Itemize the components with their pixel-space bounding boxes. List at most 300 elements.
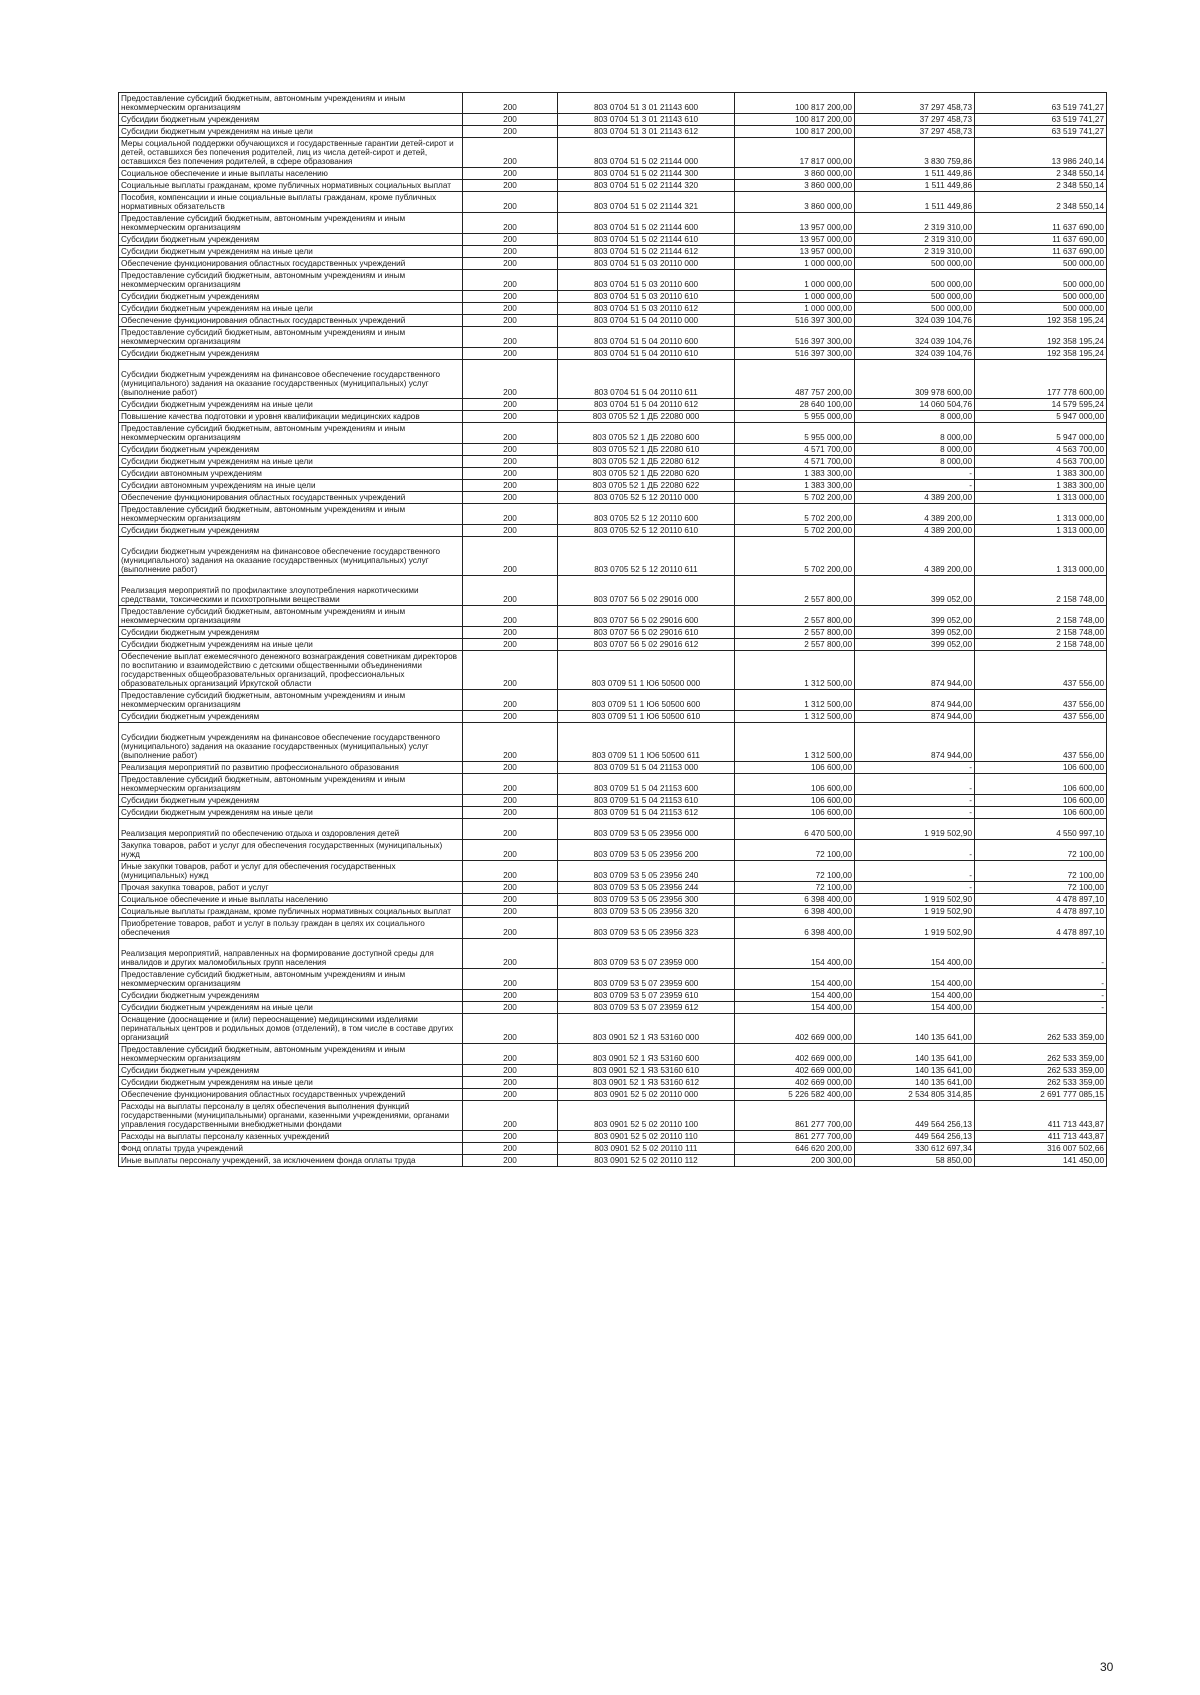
row-approved-amount: 154 400,00 xyxy=(735,969,855,990)
row-name: Субсидии бюджетным учреждениям на иные цели xyxy=(119,456,463,468)
row-budget-code: 803 0709 51 1 Ю6 50500 600 xyxy=(558,690,735,711)
table-row xyxy=(119,525,1107,537)
row-approved-amount: 5 955 000,00 xyxy=(735,411,855,423)
row-name: Предоставление субсидий бюджетным, автономным учреждениям и иным некоммерческим организациям xyxy=(119,774,463,795)
row-executed-amount: 324 039 104,76 xyxy=(855,348,975,360)
row-line-code: 200 xyxy=(463,504,558,525)
row-unexecuted-amount: 2 691 777 085,15 xyxy=(975,1089,1107,1101)
row-approved-amount: 402 669 000,00 xyxy=(735,1077,855,1089)
row-unexecuted-amount: 2 348 550,14 xyxy=(975,168,1107,180)
row-executed-amount: 324 039 104,76 xyxy=(855,327,975,348)
row-line-code: 200 xyxy=(463,906,558,918)
row-executed-amount: 8 000,00 xyxy=(855,444,975,456)
row-name: Субсидии бюджетным учреждениям на иные цели xyxy=(119,399,463,411)
table-row xyxy=(119,504,1107,525)
row-executed-amount: 330 612 697,34 xyxy=(855,1143,975,1155)
row-budget-code: 803 0901 52 1 Я3 53160 612 xyxy=(558,1077,735,1089)
row-approved-amount: 1 000 000,00 xyxy=(735,270,855,291)
row-line-code: 200 xyxy=(463,918,558,939)
row-executed-amount: 1 511 449,86 xyxy=(855,180,975,192)
row-name: Субсидии автономным учреждениям xyxy=(119,468,463,480)
budget-execution-table xyxy=(118,92,1106,1167)
row-unexecuted-amount: 500 000,00 xyxy=(975,303,1107,315)
row-approved-amount: 1 383 300,00 xyxy=(735,480,855,492)
row-name: Иные выплаты персоналу учреждений, за исключением фонда оплаты труда xyxy=(119,1155,463,1167)
row-line-code: 200 xyxy=(463,576,558,606)
row-unexecuted-amount: 177 778 600,00 xyxy=(975,360,1107,399)
row-line-code: 200 xyxy=(463,1155,558,1167)
row-budget-code: 803 0901 52 1 Я3 53160 000 xyxy=(558,1014,735,1044)
row-unexecuted-amount: 192 358 195,24 xyxy=(975,327,1107,348)
row-approved-amount: 13 957 000,00 xyxy=(735,213,855,234)
row-unexecuted-amount: 63 519 741,27 xyxy=(975,126,1107,138)
row-executed-amount: 37 297 458,73 xyxy=(855,114,975,126)
table-row xyxy=(119,291,1107,303)
row-budget-code: 803 0705 52 1 ДБ 22080 620 xyxy=(558,468,735,480)
row-approved-amount: 5 702 200,00 xyxy=(735,525,855,537)
row-line-code: 200 xyxy=(463,411,558,423)
table-row xyxy=(119,423,1107,444)
row-unexecuted-amount: 2 158 748,00 xyxy=(975,639,1107,651)
row-name: Приобретение товаров, работ и услуг в пользу граждан в целях их социального обеспечения xyxy=(119,918,463,939)
row-approved-amount: 3 860 000,00 xyxy=(735,192,855,213)
row-approved-amount: 487 757 200,00 xyxy=(735,360,855,399)
row-approved-amount: 28 640 100,00 xyxy=(735,399,855,411)
row-executed-amount: 140 135 641,00 xyxy=(855,1044,975,1065)
row-approved-amount: 200 300,00 xyxy=(735,1155,855,1167)
row-line-code: 200 xyxy=(463,1065,558,1077)
row-name: Субсидии бюджетным учреждениям xyxy=(119,114,463,126)
row-name: Субсидии бюджетным учреждениям на финансовое обеспечение государственного (муниципального) задания на оказание государственных (муниципальных) услуг (выполнение работ) xyxy=(119,537,463,576)
row-unexecuted-amount: 2 158 748,00 xyxy=(975,627,1107,639)
row-name: Субсидии бюджетным учреждениям xyxy=(119,711,463,723)
row-approved-amount: 516 397 300,00 xyxy=(735,315,855,327)
row-budget-code: 803 0705 52 1 ДБ 22080 610 xyxy=(558,444,735,456)
row-line-code: 200 xyxy=(463,1002,558,1014)
row-line-code: 200 xyxy=(463,258,558,270)
row-budget-code: 803 0704 51 5 04 20110 612 xyxy=(558,399,735,411)
row-executed-amount: 449 564 256,13 xyxy=(855,1101,975,1131)
row-executed-amount: 140 135 641,00 xyxy=(855,1014,975,1044)
row-approved-amount: 2 557 800,00 xyxy=(735,627,855,639)
row-name: Субсидии бюджетным учреждениям xyxy=(119,444,463,456)
row-budget-code: 803 0901 52 5 02 20110 112 xyxy=(558,1155,735,1167)
table-row xyxy=(119,795,1107,807)
row-executed-amount: 399 052,00 xyxy=(855,627,975,639)
row-executed-amount: - xyxy=(855,795,975,807)
row-approved-amount: 106 600,00 xyxy=(735,807,855,819)
row-line-code: 200 xyxy=(463,456,558,468)
table-row xyxy=(119,882,1107,894)
row-approved-amount: 5 702 200,00 xyxy=(735,537,855,576)
table-row xyxy=(119,840,1107,861)
table-row xyxy=(119,762,1107,774)
row-budget-code: 803 0901 52 5 02 20110 000 xyxy=(558,1089,735,1101)
row-name: Предоставление субсидий бюджетным, автономным учреждениям и иным некоммерческим организациям xyxy=(119,504,463,525)
row-approved-amount: 3 860 000,00 xyxy=(735,168,855,180)
row-line-code: 200 xyxy=(463,639,558,651)
row-executed-amount: 874 944,00 xyxy=(855,651,975,690)
row-approved-amount: 6 398 400,00 xyxy=(735,894,855,906)
row-approved-amount: 106 600,00 xyxy=(735,795,855,807)
row-executed-amount: 4 389 200,00 xyxy=(855,537,975,576)
row-name: Предоставление субсидий бюджетным, автономным учреждениям и иным некоммерческим организациям xyxy=(119,213,463,234)
row-approved-amount: 2 557 800,00 xyxy=(735,576,855,606)
row-unexecuted-amount: 63 519 741,27 xyxy=(975,114,1107,126)
table-row xyxy=(119,1143,1107,1155)
row-unexecuted-amount: 11 637 690,00 xyxy=(975,246,1107,258)
row-approved-amount: 861 277 700,00 xyxy=(735,1101,855,1131)
table-row xyxy=(119,537,1107,576)
row-unexecuted-amount: 141 450,00 xyxy=(975,1155,1107,1167)
row-approved-amount: 17 817 000,00 xyxy=(735,138,855,168)
row-budget-code: 803 0704 51 5 02 21144 300 xyxy=(558,168,735,180)
row-line-code: 200 xyxy=(463,180,558,192)
row-approved-amount: 1 312 500,00 xyxy=(735,711,855,723)
row-line-code: 200 xyxy=(463,1131,558,1143)
row-line-code: 200 xyxy=(463,360,558,399)
row-unexecuted-amount: - xyxy=(975,1002,1107,1014)
row-approved-amount: 646 620 200,00 xyxy=(735,1143,855,1155)
row-name: Субсидии бюджетным учреждениям xyxy=(119,234,463,246)
table-row xyxy=(119,258,1107,270)
row-executed-amount: 154 400,00 xyxy=(855,990,975,1002)
row-executed-amount: 399 052,00 xyxy=(855,606,975,627)
row-budget-code: 803 0709 51 5 04 21153 000 xyxy=(558,762,735,774)
row-unexecuted-amount: 4 478 897,10 xyxy=(975,918,1107,939)
row-executed-amount: 4 389 200,00 xyxy=(855,504,975,525)
row-name: Иные закупки товаров, работ и услуг для обеспечения государственных (муниципальных) нужд xyxy=(119,861,463,882)
row-executed-amount: 58 850,00 xyxy=(855,1155,975,1167)
row-approved-amount: 402 669 000,00 xyxy=(735,1065,855,1077)
table-row xyxy=(119,327,1107,348)
table-row xyxy=(119,918,1107,939)
table-row xyxy=(119,711,1107,723)
row-executed-amount: 1 511 449,86 xyxy=(855,168,975,180)
table-row xyxy=(119,1044,1107,1065)
row-line-code: 200 xyxy=(463,1143,558,1155)
table-row xyxy=(119,627,1107,639)
row-unexecuted-amount: 72 100,00 xyxy=(975,861,1107,882)
row-budget-code: 803 0705 52 1 ДБ 22080 612 xyxy=(558,456,735,468)
row-approved-amount: 4 571 700,00 xyxy=(735,456,855,468)
row-budget-code: 803 0901 52 1 Я3 53160 600 xyxy=(558,1044,735,1065)
row-unexecuted-amount: 192 358 195,24 xyxy=(975,315,1107,327)
row-unexecuted-amount: 4 478 897,10 xyxy=(975,894,1107,906)
row-approved-amount: 72 100,00 xyxy=(735,861,855,882)
row-approved-amount: 5 955 000,00 xyxy=(735,423,855,444)
table-row xyxy=(119,192,1107,213)
row-budget-code: 803 0705 52 1 ДБ 22080 622 xyxy=(558,480,735,492)
table-row xyxy=(119,234,1107,246)
row-line-code: 200 xyxy=(463,969,558,990)
row-line-code: 200 xyxy=(463,234,558,246)
row-name: Обеспечение функционирования областных государственных учреждений xyxy=(119,492,463,504)
row-executed-amount: 154 400,00 xyxy=(855,939,975,969)
row-unexecuted-amount: 5 947 000,00 xyxy=(975,411,1107,423)
row-executed-amount: 14 060 504,76 xyxy=(855,399,975,411)
row-line-code: 200 xyxy=(463,882,558,894)
table-row xyxy=(119,468,1107,480)
row-executed-amount: 8 000,00 xyxy=(855,423,975,444)
row-unexecuted-amount: 411 713 443,87 xyxy=(975,1101,1107,1131)
row-budget-code: 803 0709 53 5 07 23959 612 xyxy=(558,1002,735,1014)
row-unexecuted-amount: 14 579 595,24 xyxy=(975,399,1107,411)
row-unexecuted-amount: 262 533 359,00 xyxy=(975,1044,1107,1065)
row-line-code: 200 xyxy=(463,1089,558,1101)
row-approved-amount: 1 312 500,00 xyxy=(735,723,855,762)
row-line-code: 200 xyxy=(463,525,558,537)
table-row xyxy=(119,861,1107,882)
row-line-code: 200 xyxy=(463,468,558,480)
row-approved-amount: 5 226 582 400,00 xyxy=(735,1089,855,1101)
table-row xyxy=(119,399,1107,411)
row-unexecuted-amount: 72 100,00 xyxy=(975,840,1107,861)
row-executed-amount: 1 919 502,90 xyxy=(855,819,975,840)
row-line-code: 200 xyxy=(463,939,558,969)
row-name: Субсидии бюджетным учреждениям xyxy=(119,1065,463,1077)
row-line-code: 200 xyxy=(463,1077,558,1089)
row-unexecuted-amount: 63 519 741,27 xyxy=(975,93,1107,114)
row-name: Субсидии бюджетным учреждениям на иные цели xyxy=(119,1077,463,1089)
row-unexecuted-amount: 4 478 897,10 xyxy=(975,906,1107,918)
row-line-code: 200 xyxy=(463,774,558,795)
row-name: Субсидии бюджетным учреждениям на финансовое обеспечение государственного (муниципального) задания на оказание государственных (муниципальных) услуг (выполнение работ) xyxy=(119,360,463,399)
row-budget-code: 803 0704 51 5 04 20110 610 xyxy=(558,348,735,360)
table-row xyxy=(119,1089,1107,1101)
row-name: Субсидии бюджетным учреждениям xyxy=(119,795,463,807)
row-line-code: 200 xyxy=(463,711,558,723)
table-row xyxy=(119,213,1107,234)
row-name: Предоставление субсидий бюджетным, автономным учреждениям и иным некоммерческим организациям xyxy=(119,969,463,990)
row-line-code: 200 xyxy=(463,291,558,303)
row-unexecuted-amount: 4 550 997,10 xyxy=(975,819,1107,840)
row-name: Расходы на выплаты персоналу в целях обеспечения выполнения функций государственными (муниципальными) органами, казенными учреждениями, органами управления государственными внебюджетными фондами xyxy=(119,1101,463,1131)
row-line-code: 200 xyxy=(463,168,558,180)
row-executed-amount: 500 000,00 xyxy=(855,291,975,303)
row-executed-amount: 309 978 600,00 xyxy=(855,360,975,399)
row-budget-code: 803 0704 51 5 02 21144 610 xyxy=(558,234,735,246)
row-budget-code: 803 0704 51 5 03 20110 600 xyxy=(558,270,735,291)
row-unexecuted-amount: 1 313 000,00 xyxy=(975,504,1107,525)
row-executed-amount: 37 297 458,73 xyxy=(855,126,975,138)
row-approved-amount: 100 817 200,00 xyxy=(735,93,855,114)
row-budget-code: 803 0709 53 5 07 23959 600 xyxy=(558,969,735,990)
row-budget-code: 803 0709 51 1 Ю6 50500 611 xyxy=(558,723,735,762)
row-approved-amount: 13 957 000,00 xyxy=(735,246,855,258)
page-number: 30 xyxy=(1100,1660,1114,1674)
table-row xyxy=(119,606,1107,627)
row-approved-amount: 4 571 700,00 xyxy=(735,444,855,456)
row-approved-amount: 106 600,00 xyxy=(735,774,855,795)
row-unexecuted-amount: 2 158 748,00 xyxy=(975,606,1107,627)
row-line-code: 200 xyxy=(463,651,558,690)
row-line-code: 200 xyxy=(463,1101,558,1131)
row-approved-amount: 6 398 400,00 xyxy=(735,906,855,918)
row-name: Предоставление субсидий бюджетным, автономным учреждениям и иным некоммерческим организациям xyxy=(119,606,463,627)
row-executed-amount: - xyxy=(855,480,975,492)
row-approved-amount: 516 397 300,00 xyxy=(735,348,855,360)
row-budget-code: 803 0709 51 5 04 21153 612 xyxy=(558,807,735,819)
row-unexecuted-amount: 437 556,00 xyxy=(975,651,1107,690)
table-row xyxy=(119,819,1107,840)
row-unexecuted-amount: 1 313 000,00 xyxy=(975,537,1107,576)
table-row xyxy=(119,348,1107,360)
row-approved-amount: 516 397 300,00 xyxy=(735,327,855,348)
row-line-code: 200 xyxy=(463,480,558,492)
table-row xyxy=(119,456,1107,468)
row-unexecuted-amount: 500 000,00 xyxy=(975,258,1107,270)
row-line-code: 200 xyxy=(463,444,558,456)
row-budget-code: 803 0709 53 5 07 23959 000 xyxy=(558,939,735,969)
row-name: Прочая закупка товаров, работ и услуг xyxy=(119,882,463,894)
row-unexecuted-amount: 5 947 000,00 xyxy=(975,423,1107,444)
row-unexecuted-amount: 106 600,00 xyxy=(975,762,1107,774)
row-unexecuted-amount: - xyxy=(975,939,1107,969)
row-approved-amount: 402 669 000,00 xyxy=(735,1044,855,1065)
row-budget-code: 803 0704 51 5 03 20110 610 xyxy=(558,291,735,303)
row-line-code: 200 xyxy=(463,327,558,348)
row-name: Субсидии бюджетным учреждениям на иные цели xyxy=(119,1002,463,1014)
row-line-code: 200 xyxy=(463,492,558,504)
row-executed-amount: 1 511 449,86 xyxy=(855,192,975,213)
row-budget-code: 803 0901 52 5 02 20110 111 xyxy=(558,1143,735,1155)
row-unexecuted-amount: 72 100,00 xyxy=(975,882,1107,894)
table-row xyxy=(119,1131,1107,1143)
row-name: Реализация мероприятий по обеспечению отдыха и оздоровления детей xyxy=(119,819,463,840)
row-approved-amount: 1 312 500,00 xyxy=(735,690,855,711)
row-approved-amount: 3 860 000,00 xyxy=(735,180,855,192)
row-unexecuted-amount: 106 600,00 xyxy=(975,807,1107,819)
row-name: Предоставление субсидий бюджетным, автономным учреждениям и иным некоммерческим организациям xyxy=(119,690,463,711)
row-approved-amount: 154 400,00 xyxy=(735,939,855,969)
row-name: Повышение качества подготовки и уровня квалификации медицинских кадров xyxy=(119,411,463,423)
row-name: Субсидии автономным учреждениям на иные цели xyxy=(119,480,463,492)
row-executed-amount: 3 830 759,86 xyxy=(855,138,975,168)
row-line-code: 200 xyxy=(463,315,558,327)
row-name: Субсидии бюджетным учреждениям на финансовое обеспечение государственного (муниципального) задания на оказание государственных (муниципальных) услуг (выполнение работ) xyxy=(119,723,463,762)
table-row xyxy=(119,723,1107,762)
row-budget-code: 803 0707 56 5 02 29016 600 xyxy=(558,606,735,627)
row-name: Предоставление субсидий бюджетным, автономным учреждениям и иным некоммерческим организациям xyxy=(119,423,463,444)
row-executed-amount: 4 389 200,00 xyxy=(855,525,975,537)
row-approved-amount: 5 702 200,00 xyxy=(735,504,855,525)
row-approved-amount: 1 312 500,00 xyxy=(735,651,855,690)
row-approved-amount: 100 817 200,00 xyxy=(735,114,855,126)
row-budget-code: 803 0704 51 5 02 21144 000 xyxy=(558,138,735,168)
row-approved-amount: 72 100,00 xyxy=(735,882,855,894)
row-budget-code: 803 0704 51 5 02 21144 600 xyxy=(558,213,735,234)
row-executed-amount: 140 135 641,00 xyxy=(855,1065,975,1077)
row-unexecuted-amount: 106 600,00 xyxy=(975,774,1107,795)
row-line-code: 200 xyxy=(463,399,558,411)
row-name: Социальное обеспечение и иные выплаты населению xyxy=(119,894,463,906)
row-budget-code: 803 0709 53 5 05 23956 240 xyxy=(558,861,735,882)
row-budget-code: 803 0709 53 5 05 23956 200 xyxy=(558,840,735,861)
row-unexecuted-amount: 500 000,00 xyxy=(975,291,1107,303)
row-executed-amount: 500 000,00 xyxy=(855,303,975,315)
row-executed-amount: 2 319 310,00 xyxy=(855,246,975,258)
row-budget-code: 803 0707 56 5 02 29016 612 xyxy=(558,639,735,651)
row-approved-amount: 100 817 200,00 xyxy=(735,126,855,138)
row-line-code: 200 xyxy=(463,138,558,168)
row-budget-code: 803 0709 51 5 04 21153 610 xyxy=(558,795,735,807)
row-budget-code: 803 0704 51 5 02 21144 612 xyxy=(558,246,735,258)
table-row xyxy=(119,990,1107,1002)
table-row xyxy=(119,894,1107,906)
table-row xyxy=(119,180,1107,192)
row-budget-code: 803 0704 51 3 01 21143 600 xyxy=(558,93,735,114)
row-line-code: 200 xyxy=(463,348,558,360)
row-budget-code: 803 0901 52 5 02 20110 100 xyxy=(558,1101,735,1131)
row-name: Фонд оплаты труда учреждений xyxy=(119,1143,463,1155)
row-unexecuted-amount: - xyxy=(975,969,1107,990)
row-approved-amount: 106 600,00 xyxy=(735,762,855,774)
table-row xyxy=(119,315,1107,327)
row-name: Социальные выплаты гражданам, кроме публичных нормативных социальных выплат xyxy=(119,180,463,192)
table-row xyxy=(119,1002,1107,1014)
row-name: Субсидии бюджетным учреждениям на иные цели xyxy=(119,126,463,138)
row-line-code: 200 xyxy=(463,1014,558,1044)
row-unexecuted-amount: 11 637 690,00 xyxy=(975,234,1107,246)
row-executed-amount: 4 389 200,00 xyxy=(855,492,975,504)
table-row xyxy=(119,360,1107,399)
row-unexecuted-amount: - xyxy=(975,990,1107,1002)
row-line-code: 200 xyxy=(463,606,558,627)
row-unexecuted-amount: 4 563 700,00 xyxy=(975,456,1107,468)
table-row xyxy=(119,93,1107,114)
row-budget-code: 803 0707 56 5 02 29016 000 xyxy=(558,576,735,606)
row-name: Предоставление субсидий бюджетным, автономным учреждениям и иным некоммерческим организациям xyxy=(119,327,463,348)
table-row xyxy=(119,807,1107,819)
row-executed-amount: 500 000,00 xyxy=(855,270,975,291)
row-name: Реализация мероприятий по развитию профессионального образования xyxy=(119,762,463,774)
row-unexecuted-amount: 2 348 550,14 xyxy=(975,192,1107,213)
row-unexecuted-amount: 437 556,00 xyxy=(975,690,1107,711)
row-line-code: 200 xyxy=(463,1044,558,1065)
row-name: Субсидии бюджетным учреждениям на иные цели xyxy=(119,639,463,651)
row-name: Обеспечение функционирования областных государственных учреждений xyxy=(119,1089,463,1101)
row-executed-amount: 324 039 104,76 xyxy=(855,315,975,327)
row-name: Субсидии бюджетным учреждениям xyxy=(119,348,463,360)
row-approved-amount: 1 000 000,00 xyxy=(735,303,855,315)
row-budget-code: 803 0704 51 5 02 21144 321 xyxy=(558,192,735,213)
table-row xyxy=(119,1014,1107,1044)
table-row xyxy=(119,126,1107,138)
row-executed-amount: 500 000,00 xyxy=(855,258,975,270)
row-unexecuted-amount: 11 637 690,00 xyxy=(975,213,1107,234)
row-budget-code: 803 0709 53 5 05 23956 320 xyxy=(558,906,735,918)
row-executed-amount: 154 400,00 xyxy=(855,969,975,990)
row-name: Предоставление субсидий бюджетным, автономным учреждениям и иным некоммерческим организациям xyxy=(119,270,463,291)
row-unexecuted-amount: 1 313 000,00 xyxy=(975,492,1107,504)
table-body xyxy=(119,93,1107,1167)
row-line-code: 200 xyxy=(463,213,558,234)
table-row xyxy=(119,270,1107,291)
row-line-code: 200 xyxy=(463,114,558,126)
row-unexecuted-amount: 262 533 359,00 xyxy=(975,1077,1107,1089)
row-approved-amount: 5 702 200,00 xyxy=(735,492,855,504)
row-line-code: 200 xyxy=(463,690,558,711)
row-unexecuted-amount: 262 533 359,00 xyxy=(975,1014,1107,1044)
row-executed-amount: 2 534 805 314,85 xyxy=(855,1089,975,1101)
row-name: Субсидии бюджетным учреждениям xyxy=(119,627,463,639)
row-name: Обеспечение функционирования областных государственных учреждений xyxy=(119,258,463,270)
row-budget-code: 803 0705 52 5 12 20110 610 xyxy=(558,525,735,537)
row-approved-amount: 2 557 800,00 xyxy=(735,639,855,651)
table-row xyxy=(119,774,1107,795)
table-row xyxy=(119,480,1107,492)
